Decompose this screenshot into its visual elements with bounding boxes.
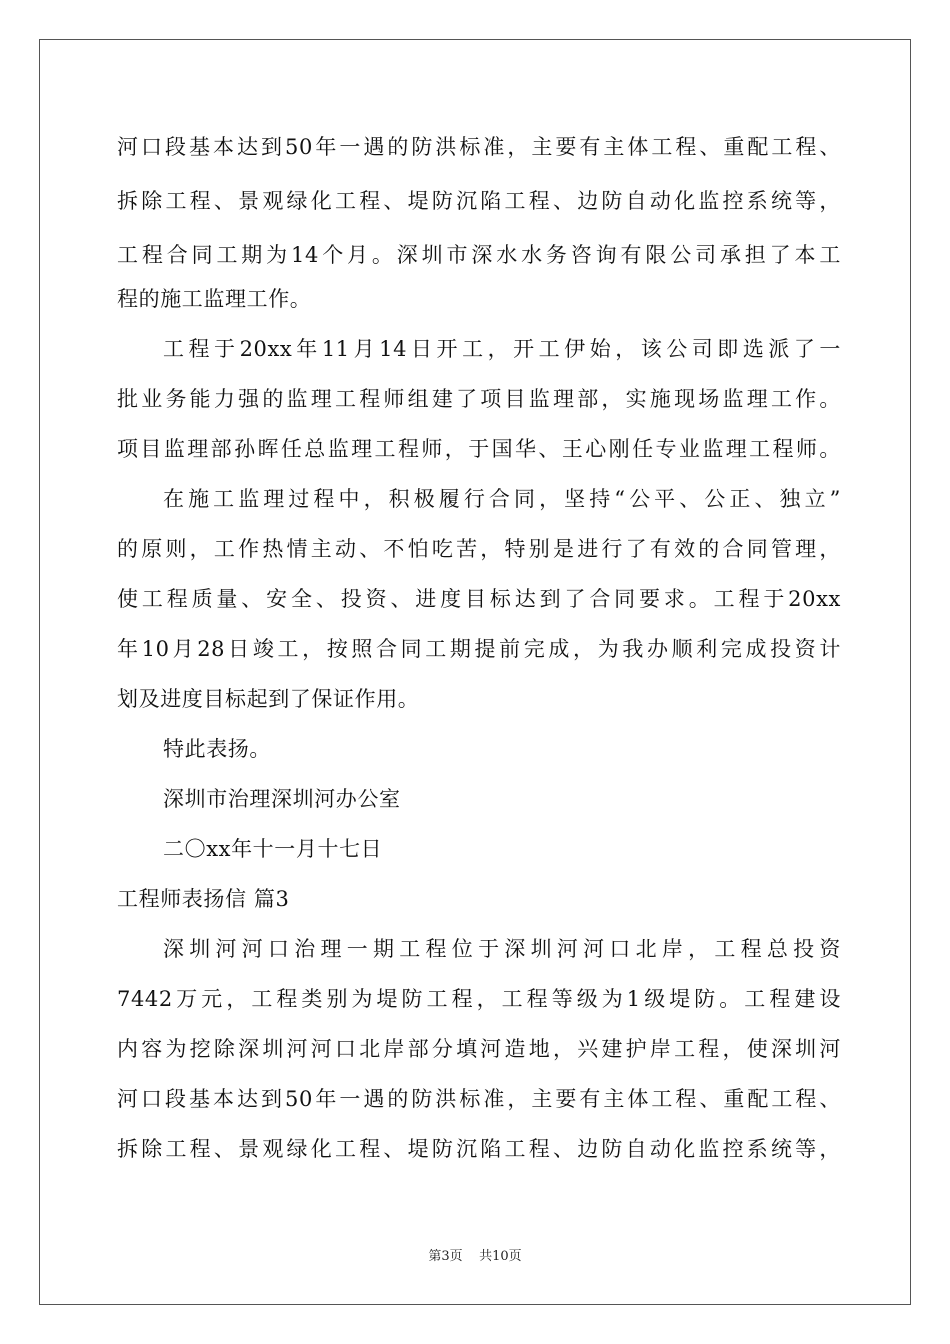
body-line: 工程于20xx年11月14日开工，开工伊始，该公司即选派了一 [163, 337, 841, 361]
signature-line: 深圳市治理深圳河办公室 [163, 787, 401, 811]
body-line: 工程合同工期为14个月。深圳市深水水务咨询有限公司承担了本工 [117, 243, 841, 267]
body-line: 在施工监理过程中，积极履行合同，坚持“公平、公正、独立” [163, 487, 841, 511]
body-line: 河口段基本达到50年一遇的防洪标准，主要有主体工程、重配工程、 [117, 135, 841, 159]
body-line: 程的施工监理工作。 [117, 287, 312, 311]
page-number: 第3页 [428, 1249, 463, 1264]
body-line: 划及进度目标起到了保证作用。 [117, 687, 420, 711]
body-line: 内容为挖除深圳河河口北岸部分填河造地，兴建护岸工程，使深圳河 [117, 1037, 841, 1061]
page-total: 共10页 [479, 1249, 522, 1264]
body-line: 项目监理部孙晖任总监理工程师，于国华、王心刚任专业监理工程师。 [117, 437, 841, 461]
body-line: 使工程质量、安全、投资、进度目标达到了合同要求。工程于20xx [117, 587, 841, 611]
body-line: 深圳河河口治理一期工程位于深圳河河口北岸，工程总投资 [163, 937, 841, 961]
body-line: 7442万元，工程类别为堤防工程，工程等级为1级堤防。工程建设 [117, 987, 841, 1011]
section-heading: 工程师表扬信 篇3 [117, 887, 290, 911]
body-line: 拆除工程、景观绿化工程、堤防沉陷工程、边防自动化监控系统等， [117, 189, 841, 213]
body-line: 年10月28日竣工，按照合同工期提前完成，为我办顺利完成投资计 [117, 637, 841, 661]
body-line: 的原则，工作热情主动、不怕吃苦，特别是进行了有效的合同管理， [117, 537, 841, 561]
date-line: 二〇xx年十一月十七日 [163, 837, 383, 861]
body-line: 拆除工程、景观绿化工程、堤防沉陷工程、边防自动化监控系统等， [117, 1137, 841, 1161]
page-border [39, 39, 911, 1305]
closing-line: 特此表扬。 [163, 737, 271, 761]
body-line: 批业务能力强的监理工程师组建了项目监理部，实施现场监理工作。 [117, 387, 841, 411]
page-footer [0, 1248, 950, 1266]
body-line: 河口段基本达到50年一遇的防洪标准，主要有主体工程、重配工程、 [117, 1087, 841, 1111]
